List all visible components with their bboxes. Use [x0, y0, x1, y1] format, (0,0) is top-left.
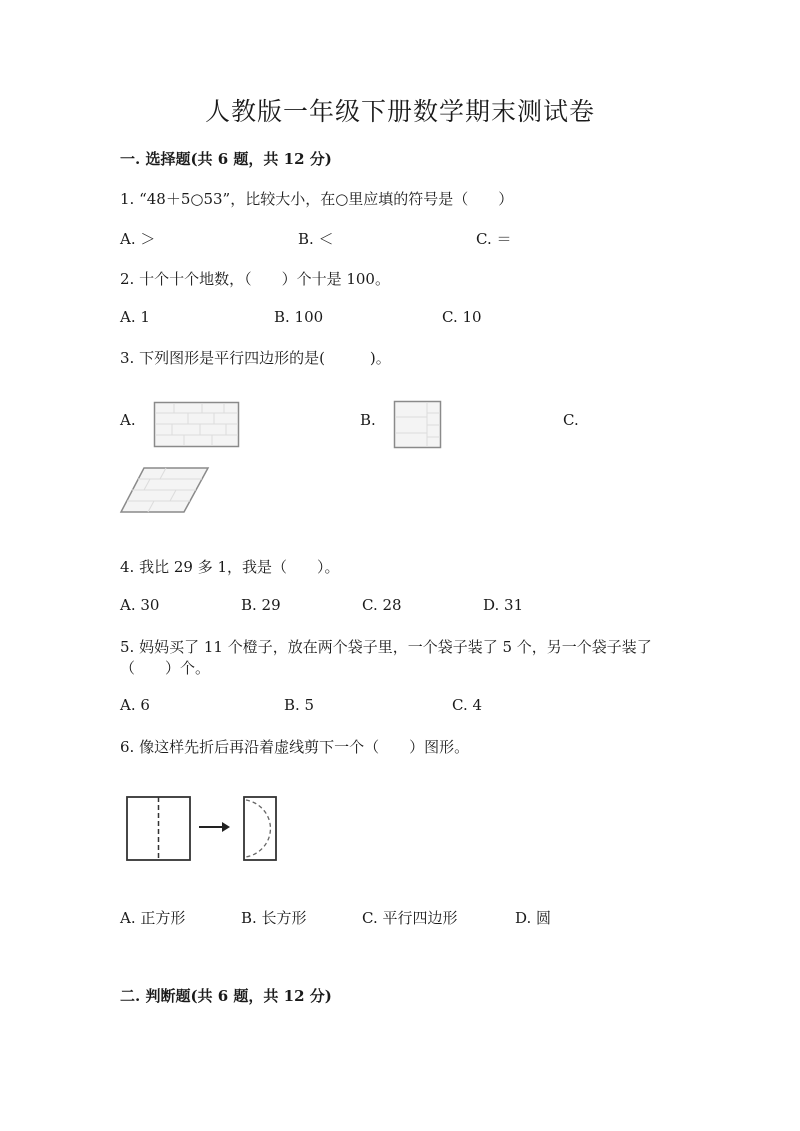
question-6-option-b[interactable]: B. 长方形 — [241, 909, 307, 927]
question-3-option-c[interactable]: C. — [563, 411, 579, 429]
question-2-option-b[interactable]: B. 100 — [274, 308, 324, 326]
question-6-option-c[interactable]: C. 平行四边形 — [362, 909, 458, 927]
page-title: 人教版一年级下册数学期末测试卷 — [204, 97, 595, 126]
question-1-option-b[interactable]: B. ＜ — [298, 230, 334, 248]
question-3-option-a[interactable]: A. — [120, 411, 136, 429]
question-1-option-c[interactable]: C. ＝ — [476, 230, 512, 248]
brick-square-figure — [394, 401, 442, 449]
question-1-option-a[interactable]: A. ＞ — [120, 230, 156, 248]
brick-rectangle-figure — [154, 402, 240, 448]
question-1-stem: 1. “48＋5○53”，比较大小，在○里应填的符号是（ ） — [120, 190, 514, 208]
question-6-option-a[interactable]: A. 正方形 — [120, 909, 186, 927]
question-4-option-c[interactable]: C. 28 — [362, 596, 402, 614]
question-5-option-a[interactable]: A. 6 — [120, 696, 150, 714]
question-4-option-b[interactable]: B. 29 — [241, 596, 281, 614]
question-5-stem-line1: 5. 妈妈买了 11 个橙子，放在两个袋子里，一个袋子装了 5 个，另一个袋子装了 — [120, 638, 652, 656]
section-heading-judgement: 二. 判断题(共 6 题，共 12 分) — [120, 987, 332, 1005]
section-heading-choice: 一. 选择题(共 6 题，共 12 分) — [120, 150, 332, 168]
question-3-stem: 3. 下列图形是平行四边形的是( )。 — [120, 349, 391, 367]
question-4-option-d[interactable]: D. 31 — [483, 596, 524, 614]
question-5-option-c[interactable]: C. 4 — [452, 696, 483, 714]
brick-parallelogram-figure — [120, 466, 210, 514]
question-4-stem: 4. 我比 29 多 1，我是（ ）。 — [120, 558, 340, 576]
question-3-option-b[interactable]: B. — [360, 411, 376, 429]
question-2-option-a[interactable]: A. 1 — [120, 308, 150, 326]
question-2-option-c[interactable]: C. 10 — [442, 308, 482, 326]
fold-cut-diagram — [124, 794, 284, 864]
question-5-option-b[interactable]: B. 5 — [284, 696, 315, 714]
question-5-stem-line2: （ ）个。 — [120, 659, 211, 677]
question-4-option-a[interactable]: A. 30 — [120, 596, 160, 614]
question-2-stem: 2. 十个十个地数，（ ）个十是 100。 — [120, 270, 390, 288]
question-6-option-d[interactable]: D. 圆 — [515, 909, 552, 927]
question-6-stem: 6. 像这样先折后再沿着虚线剪下一个（ ）图形。 — [120, 738, 470, 756]
